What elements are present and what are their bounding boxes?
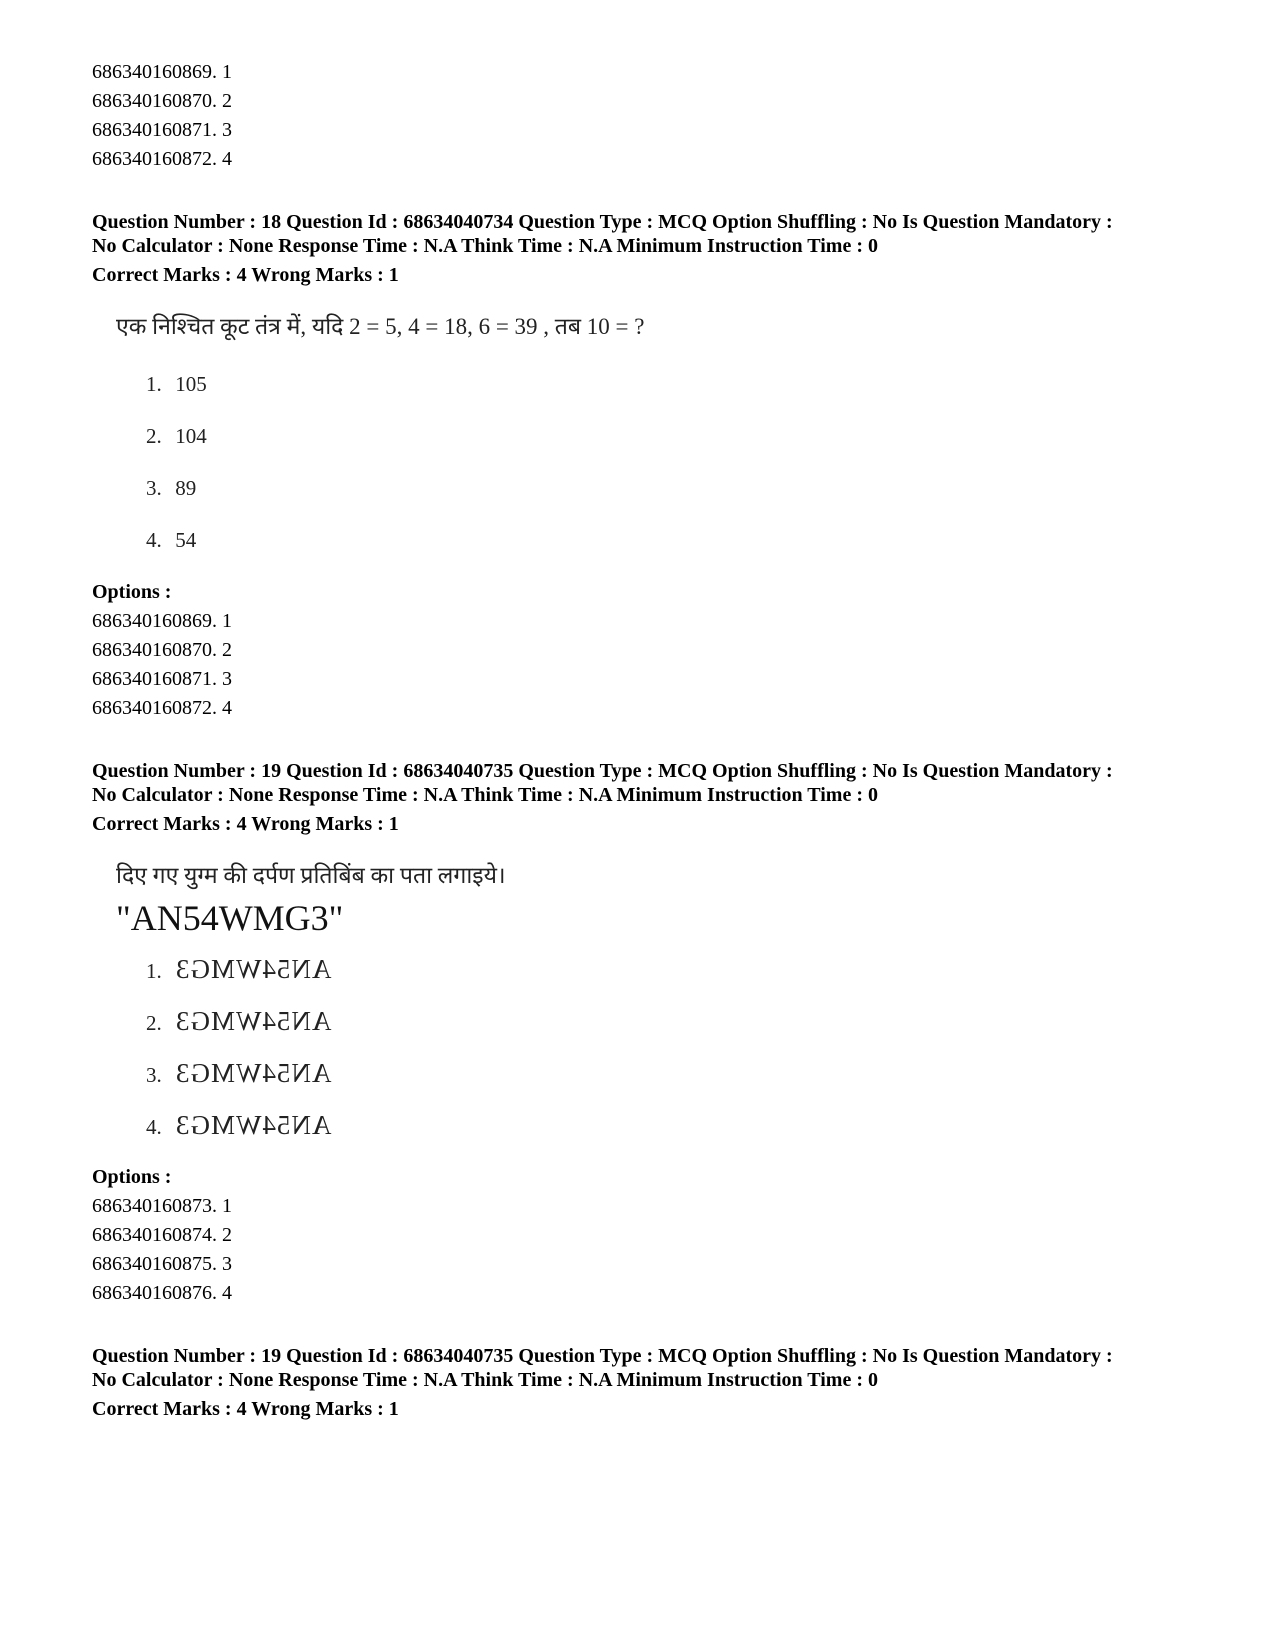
option-line: 686340160869. 1 [92,61,232,83]
document-page [92,58,1212,1424]
option-line: 686340160871. 3 [92,119,232,141]
option-line: 686340160869. 1 [92,610,232,632]
question-header [92,210,1212,290]
question-header-line1: Question Number : 19 Question Id : 68634040735 Question Type : MCQ Option Shuffling : No Is Question Mandatory : [92,1345,1113,1367]
answer-choice [146,995,1212,1047]
option-line: 686340160870. 2 [92,639,232,661]
mirror-image-choice: AN54WMG3 [175,1058,332,1088]
answer-choice [146,1099,1212,1151]
option-line: 686340160872. 4 [92,697,232,719]
choice-number: 4. [146,1115,162,1139]
mirror-image-choice: AN54WMG3 [175,954,332,984]
question-term: "AN54WMG3" [116,898,344,938]
options-label: Options : [92,581,172,603]
choice-number: 2. [146,424,162,448]
choice-label: 105 [175,372,207,396]
question-body [116,310,1212,566]
question-header-line1: Question Number : 18 Question Id : 68634040734 Question Type : MCQ Option Shuffling : No Is Question Mandatory : [92,211,1113,233]
choice-number: 2. [146,1011,162,1035]
question-block-19 [92,759,1212,1308]
question-header-line2: No Calculator : None Response Time : N.A Think Time : N.A Minimum Instruction Time : 0 [92,235,878,257]
options-list [92,607,1212,723]
option-line: 686340160870. 2 [92,90,232,112]
mirror-image-choice: AN54WMG3 [175,1006,332,1036]
answer-choice [146,358,1212,410]
question-header-line2: No Calculator : None Response Time : N.A Think Time : N.A Minimum Instruction Time : 0 [92,784,878,806]
choice-number: 3. [146,476,162,500]
answer-choice [146,410,1212,462]
choice-label: 89 [175,476,197,500]
question-marks: Correct Marks : 4 Wrong Marks : 1 [92,264,399,286]
option-line: 686340160871. 3 [92,668,232,690]
choice-label: 104 [175,424,207,448]
answer-choice [146,514,1212,566]
answer-choice [146,943,1212,995]
answer-choice [146,462,1212,514]
option-line: 686340160875. 3 [92,1253,232,1275]
answer-choice [146,1047,1212,1099]
question-header [92,1344,1212,1424]
question-header-line2: No Calculator : None Response Time : N.A Think Time : N.A Minimum Instruction Time : 0 [92,1369,878,1391]
question-text: एक निश्चित कूट तंत्र में, यदि 2 = 5, 4 = 18, 6 = 39 , तब 10 = ? [116,314,645,339]
question-block-19-repeat [92,1344,1212,1424]
question-text: दिए गए युग्म की दर्पण प्रतिबिंब का पता लगाइये। [116,863,506,888]
choice-label: 54 [175,528,197,552]
question-marks: Correct Marks : 4 Wrong Marks : 1 [92,1398,399,1420]
option-line: 686340160876. 4 [92,1282,232,1304]
previous-options-list [92,58,1212,174]
option-line: 686340160872. 4 [92,148,232,170]
question-header [92,759,1212,839]
question-block-18 [92,210,1212,723]
options-list [92,1192,1212,1308]
option-line: 686340160874. 2 [92,1224,232,1246]
option-line: 686340160873. 1 [92,1195,232,1217]
choice-number: 3. [146,1063,162,1087]
question-marks: Correct Marks : 4 Wrong Marks : 1 [92,813,399,835]
choice-number: 4. [146,528,162,552]
question-body [116,859,1212,1151]
choice-number: 1. [146,372,162,396]
options-label: Options : [92,1166,172,1188]
choice-number: 1. [146,959,162,983]
mirror-image-choice: AN54WMG3 [175,1110,332,1140]
question-header-line1: Question Number : 19 Question Id : 68634040735 Question Type : MCQ Option Shuffling : No Is Question Mandatory : [92,760,1113,782]
